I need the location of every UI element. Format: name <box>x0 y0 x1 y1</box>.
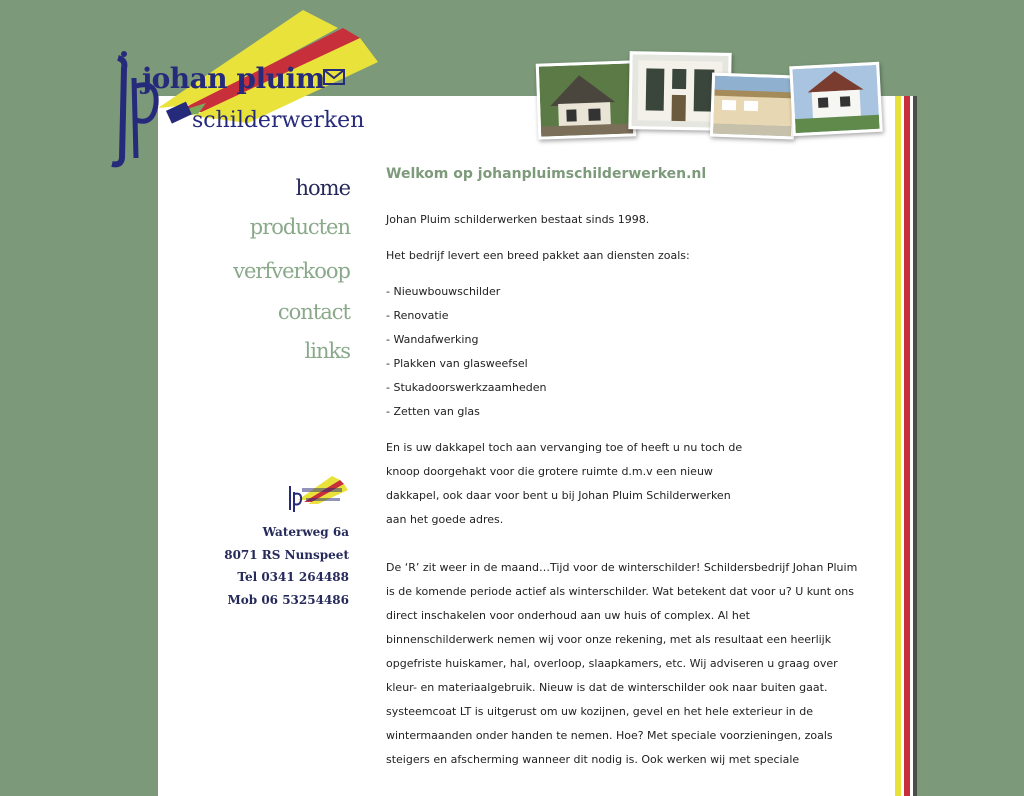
list-item: - Plakken van glasweefsel <box>386 357 528 370</box>
house-photo-4 <box>789 62 883 137</box>
list-item: - Stukadoorswerkzaamheden <box>386 381 547 394</box>
nav-item-links[interactable]: links <box>304 339 350 363</box>
services-intro: Het bedrijf levert een breed pakket aan diensten zoals: <box>386 249 690 262</box>
nav-item-producten[interactable]: producten <box>249 215 350 239</box>
nav-item-home[interactable]: home <box>295 176 350 200</box>
services-list <box>386 280 866 424</box>
nav-item-contact[interactable]: contact <box>277 300 350 324</box>
address-mob: Mob 06 53254486 <box>227 592 349 607</box>
text-line: is de komende periode actief als winterschilder. Wat betekent dat voor u? U kunt ons <box>386 585 854 598</box>
list-item: - Zetten van glas <box>386 405 480 418</box>
address-city: 8071 RS Nunspeet <box>224 547 349 562</box>
text-line: binnenschilderwerk nemen wij voor onze rekening, met als resultaat een heerlijk <box>386 633 832 646</box>
text-line: knoop doorgehakt voor die grotere ruimte d.m.v een nieuw <box>386 465 713 478</box>
nav-item-verfverkoop[interactable]: verfverkoop <box>233 259 350 283</box>
text-line: aan het goede adres. <box>386 513 504 526</box>
logo-subtitle: schilderwerken <box>192 108 365 133</box>
text-line: systeemcoat LT is uitgerust om uw kozijnen, gevel en het hele exterieur in de <box>386 705 814 718</box>
header-photo-collage <box>535 48 885 148</box>
text-line: De ‘R’ zit weer in de maand…Tijd voor de winterschilder! Schildersbedrijf Johan Pluim <box>386 561 858 574</box>
intro-text: Johan Pluim schilderwerken bestaat sinds 1998. <box>386 213 650 226</box>
house-photo-1 <box>536 60 637 139</box>
address-tel: Tel 0341 264488 <box>237 570 349 584</box>
winterschilder-paragraph <box>386 556 866 772</box>
text-line: En is uw dakkapel toch aan vervanging toe of heeft u nu toch de <box>386 441 743 454</box>
main-content <box>386 160 866 772</box>
contact-address <box>200 524 349 614</box>
small-logo-icon <box>284 474 350 514</box>
logo-name: johan pluim <box>142 62 325 95</box>
page-title: Welkom op johanpluimschilderwerken.nl <box>386 166 707 182</box>
text-line: wintermaanden onder handen te nemen. Hoe? Met speciale voorzieningen, zoals <box>386 729 833 742</box>
text-line: dakkapel, ook daar voor bent u bij Johan Pluim Schilderwerken <box>386 489 731 502</box>
house-photo-3 <box>710 73 796 140</box>
text-line: opgefriste huiskamer, hal, overloop, slaapkamers, etc. Wij adviseren u graag over <box>386 657 838 670</box>
text-line: direct inschakelen voor onderhoud aan uw huis of complex. Al het <box>386 609 750 622</box>
list-item: - Wandafwerking <box>386 333 479 346</box>
list-item: - Renovatie <box>386 309 449 322</box>
text-line: kleur- en materiaalgebruik. Nieuw is dat de winterschilder ook naar buiten gaat. <box>386 681 828 694</box>
decorative-stripes <box>892 96 920 796</box>
text-line: steigers en afscherming wanneer dit nodig is. Ook werken wij met speciale <box>386 753 800 766</box>
list-item: - Nieuwbouwschilder <box>386 285 501 298</box>
dakkapel-paragraph <box>386 436 866 532</box>
address-street: Waterweg 6a <box>262 525 349 539</box>
